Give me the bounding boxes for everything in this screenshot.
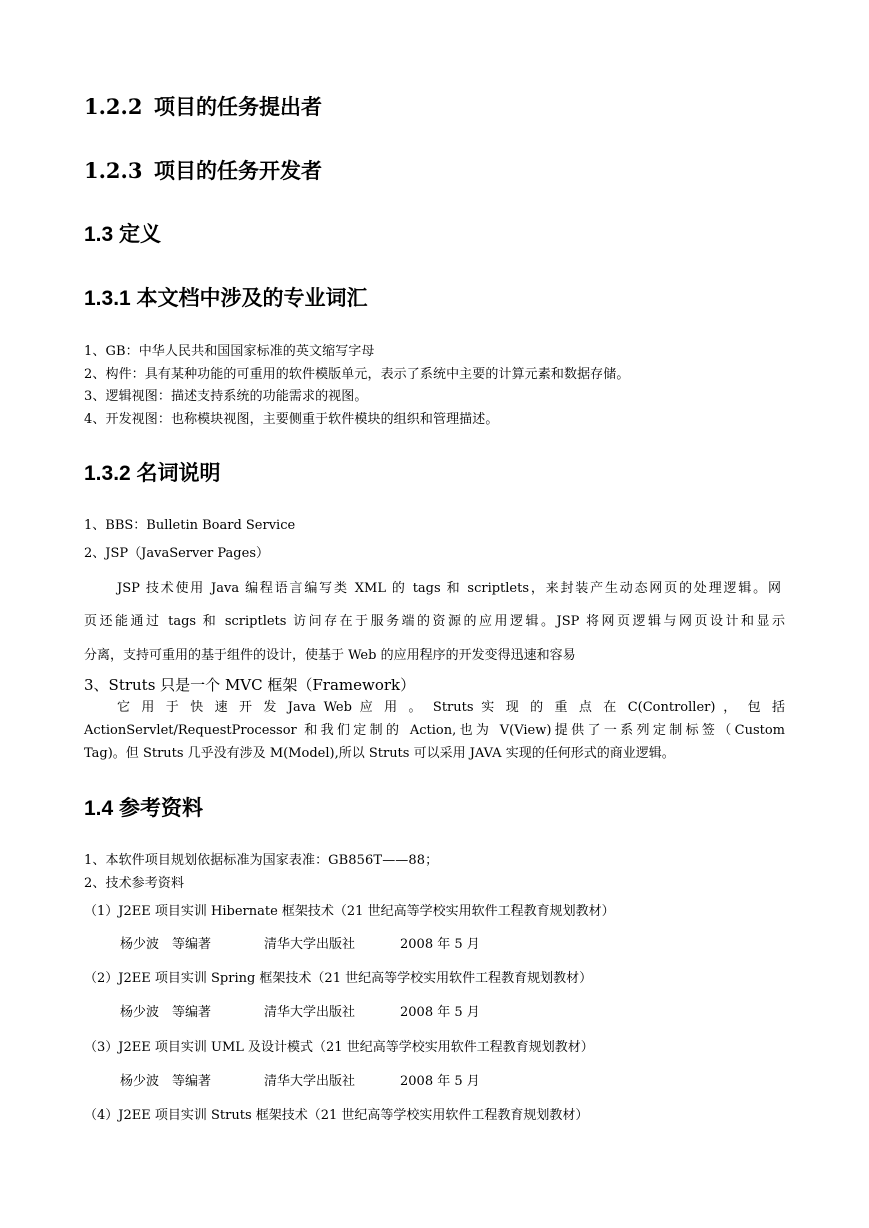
ref-book-author: 杨少波 等编著: [120, 1005, 212, 1020]
struts-paragraph-line: Tag)。但 Struts 几乎没有涉及 M(Model),所以 Struts 可以采用 JAVA 实现的任何形式的商业逻辑。: [84, 746, 675, 761]
jsp-paragraph-line: 页还能通过 tags 和 scriptlets 访问存在于服务端的资源的应用逻辑。JSP 将网页逻辑与网页设计和显示: [84, 614, 785, 629]
ref-book-publisher: 清华大学出版社: [264, 1074, 356, 1089]
heading-1-3-1: 1.3.1 本文档中涉及的专业词汇: [84, 287, 368, 310]
ref-book-publication: [120, 1073, 480, 1091]
heading-1-3-2: 1.3.2 名词说明: [84, 462, 221, 485]
ref-book-title: （1）J2EE 项目实训 Hibernate 框架技术（21 世纪高等学校实用软件工程教育规划教材）: [84, 904, 615, 919]
ref-tech: 2、技术参考资料: [84, 876, 185, 891]
heading-1-3: 1.3 定义: [84, 223, 162, 246]
noun-struts: 3、Struts 只是一个 MVC 框架（Framework）: [84, 676, 416, 694]
term-item: 1、GB：中华人民共和国国家标准的英文缩写字母: [84, 344, 375, 359]
heading-1-4: 1.4 参考资料: [84, 797, 204, 820]
noun-jsp: 2、JSP（JavaServer Pages）: [84, 546, 269, 561]
term-item: 4、开发视图：也称模块视图，主要侧重于软件模块的组织和管理描述。: [84, 412, 499, 427]
struts-paragraph-line: ActionServlet/RequestProcessor 和我们定制的 Action,也为 V(View)提供了一系列定制标签（Custom: [84, 723, 785, 738]
heading-1-2-3: 1.2.3 项目的任务开发者: [84, 158, 322, 183]
ref-book-publisher: 清华大学出版社: [264, 1005, 356, 1020]
ref-book-date: 2008 年 5 月: [400, 1074, 480, 1089]
ref-book-title: （2）J2EE 项目实训 Spring 框架技术（21 世纪高等学校实用软件工程教育规划教材）: [84, 971, 593, 986]
struts-paragraph-line: 它 用 于 快 速 开 发 Java Web 应 用 。 Struts 实 现 的 重 点 在 C(Controller) ， 包 括: [117, 700, 785, 715]
ref-standard: 1、本软件项目规划依据标准为国家表准：GB856T——88；: [84, 853, 439, 868]
ref-book-publication: [120, 1004, 480, 1022]
noun-bbs: 1、BBS：Bulletin Board Service: [84, 518, 296, 533]
ref-book-date: 2008 年 5 月: [400, 937, 480, 952]
ref-book-date: 2008 年 5 月: [400, 1005, 480, 1020]
ref-book-title: （4）J2EE 项目实训 Struts 框架技术（21 世纪高等学校实用软件工程教育规划教材）: [84, 1108, 589, 1123]
ref-book-publication: [120, 936, 480, 954]
ref-book-title: （3）J2EE 项目实训 UML 及设计模式（21 世纪高等学校实用软件工程教育规划教材）: [84, 1040, 594, 1055]
term-item: 3、逻辑视图：描述支持系统的功能需求的视图。: [84, 389, 368, 404]
term-item: 2、构件：具有某种功能的可重用的软件模版单元，表示了系统中主要的计算元素和数据存储。: [84, 367, 630, 382]
jsp-paragraph-line: JSP 技术使用 Java 编程语言编写类 XML 的 tags 和 scriptlets，来封装产生动态网页的处理逻辑。网: [117, 581, 781, 596]
ref-book-author: 杨少波 等编著: [120, 937, 212, 952]
jsp-paragraph-line: 分离，支持可重用的基于组件的设计，使基于 Web 的应用程序的开发变得迅速和容易: [84, 648, 576, 663]
ref-book-author: 杨少波 等编著: [120, 1074, 212, 1089]
heading-1-2-2: 1.2.2 项目的任务提出者: [84, 94, 322, 119]
ref-book-publisher: 清华大学出版社: [264, 937, 356, 952]
